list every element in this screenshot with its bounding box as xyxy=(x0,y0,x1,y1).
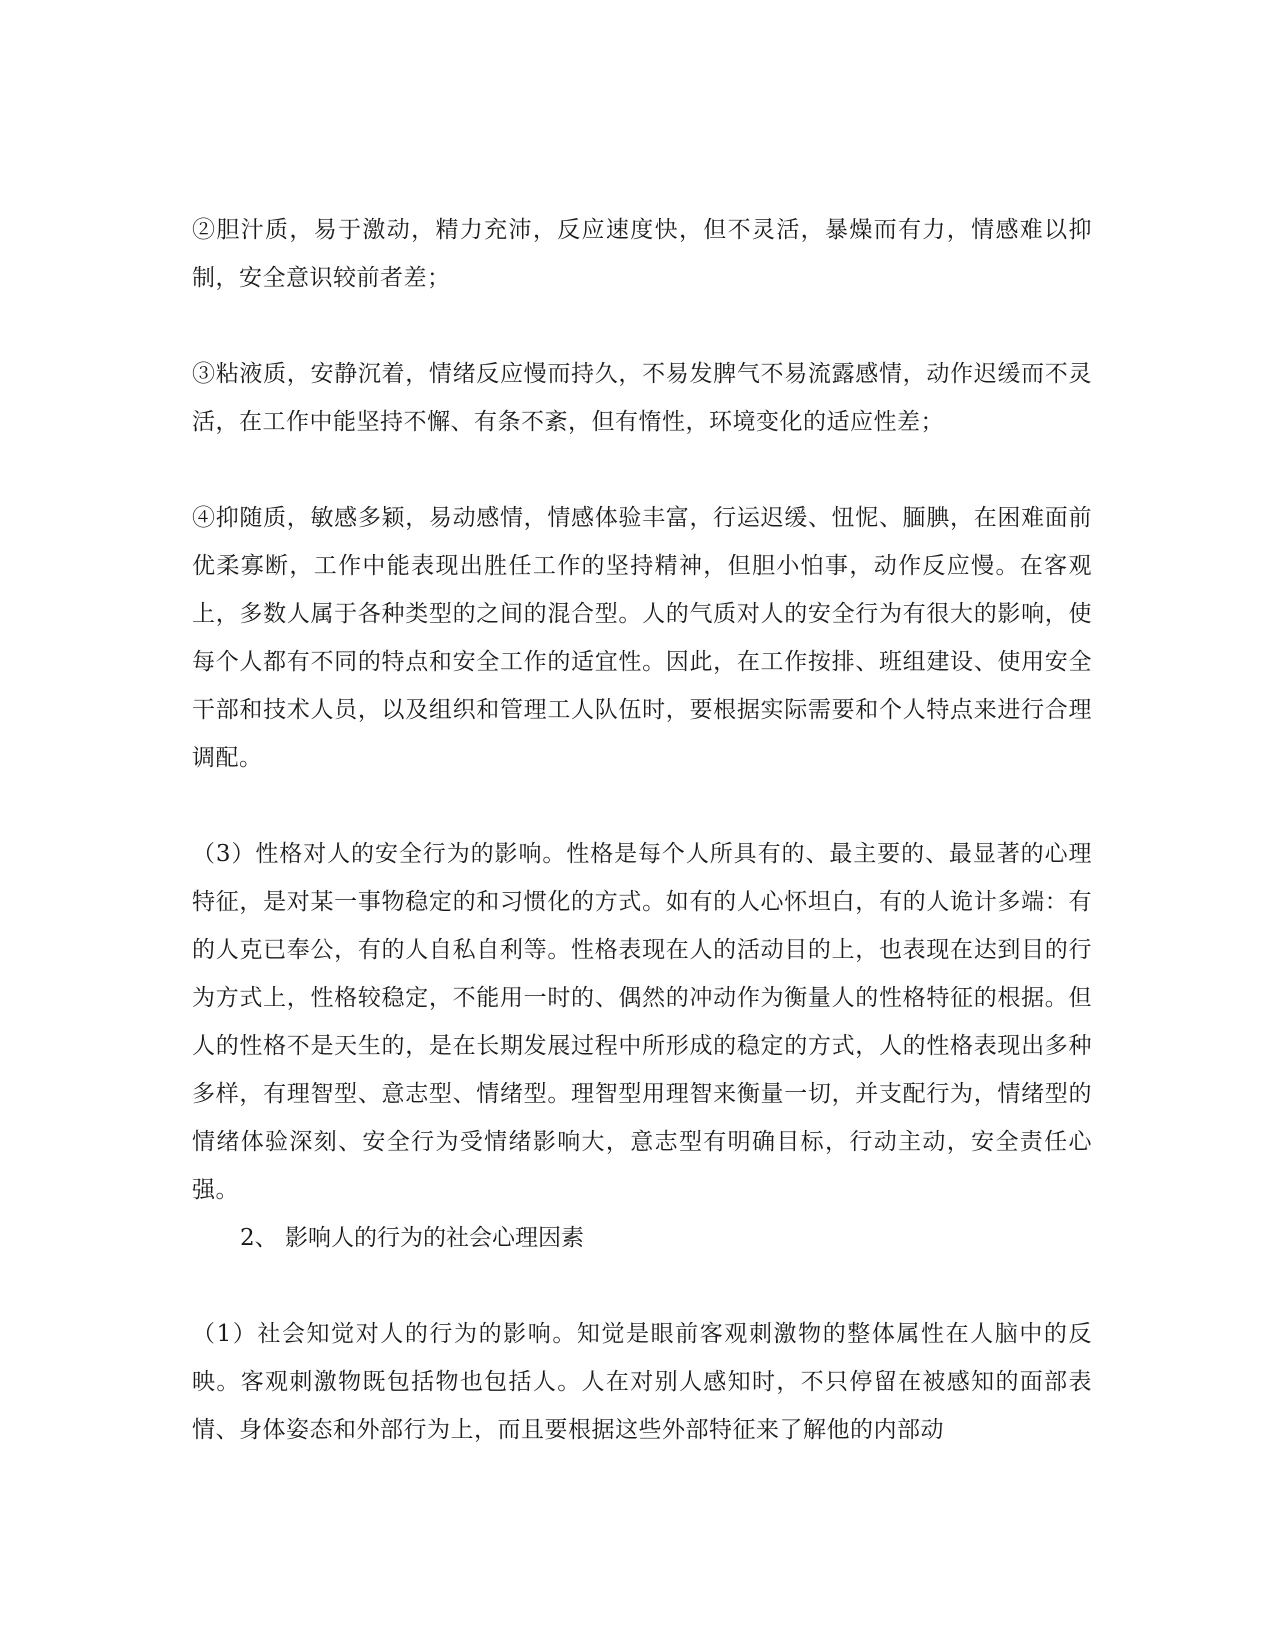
paragraph-social-perception: （1）社会知觉对人的行为的影响。知觉是眼前客观刺激物的整体属性在人脑中的反映。客观刺激物既包括物也包括人。人在对别人感知时，不只停留在被感知的面部表情、身体姿态和外部行为上，而且要根据这些外部特征来了解他的内部动 xyxy=(192,1321,1092,1443)
document-body xyxy=(192,206,1092,1454)
paragraph-melancholic: ④抑随质，敏感多颖，易动感情，情感体验丰富，行运迟缓、忸怩、腼腆，在困难面前优柔寡断，工作中能表现出胜任工作的坚持精神，但胆小怕事，动作反应慢。在客观上，多数人属于各种类型的之间的混合型。人的气质对人的安全行为有很大的影响，使每个人都有不同的特点和安全工作的适宜性。因此，在工作按排、班组建设、使用安全干部和技术人员，以及组织和管理工人队伍时，要根据实际需要和个人特点来进行合理调配。 xyxy=(192,505,1092,771)
paragraph-phlegmatic: ③粘液质，安静沉着，情绪反应慢而持久，不易发脾气不易流露感情，动作迟缓而不灵活，在工作中能坚持不懈、有条不紊，但有惰性，环境变化的适应性差； xyxy=(192,361,1092,435)
section-heading-social-factors: 2、 影响人的行为的社会心理因素 xyxy=(240,1225,584,1251)
paragraph-choleric: ②胆汁质，易于激动，精力充沛，反应速度快，但不灵活，暴燥而有力，情感难以抑制，安全意识较前者差； xyxy=(192,217,1092,291)
paragraph-personality: （3）性格对人的安全行为的影响。性格是每个人所具有的、最主要的、最显著的心理特征，是对某一事物稳定的和习惯化的方式。如有的人心怀坦白，有的人诡计多端：有的人克已奉公，有的人自私自利等。性格表现在人的活动目的上，也表现在达到目的行为方式上，性格较稳定，不能用一时的、偶然的冲动作为衡量人的性格特征的根据。但人的性格不是天生的，是在长期发展过程中所形成的稳定的方式，人的性格表现出多种多样，有理智型、意志型、情绪型。理智型用理智来衡量一切，并支配行为，情绪型的情绪体验深刻、安全行为受情绪影响大，意志型有明确目标，行动主动，安全责任心强。 xyxy=(192,841,1092,1203)
